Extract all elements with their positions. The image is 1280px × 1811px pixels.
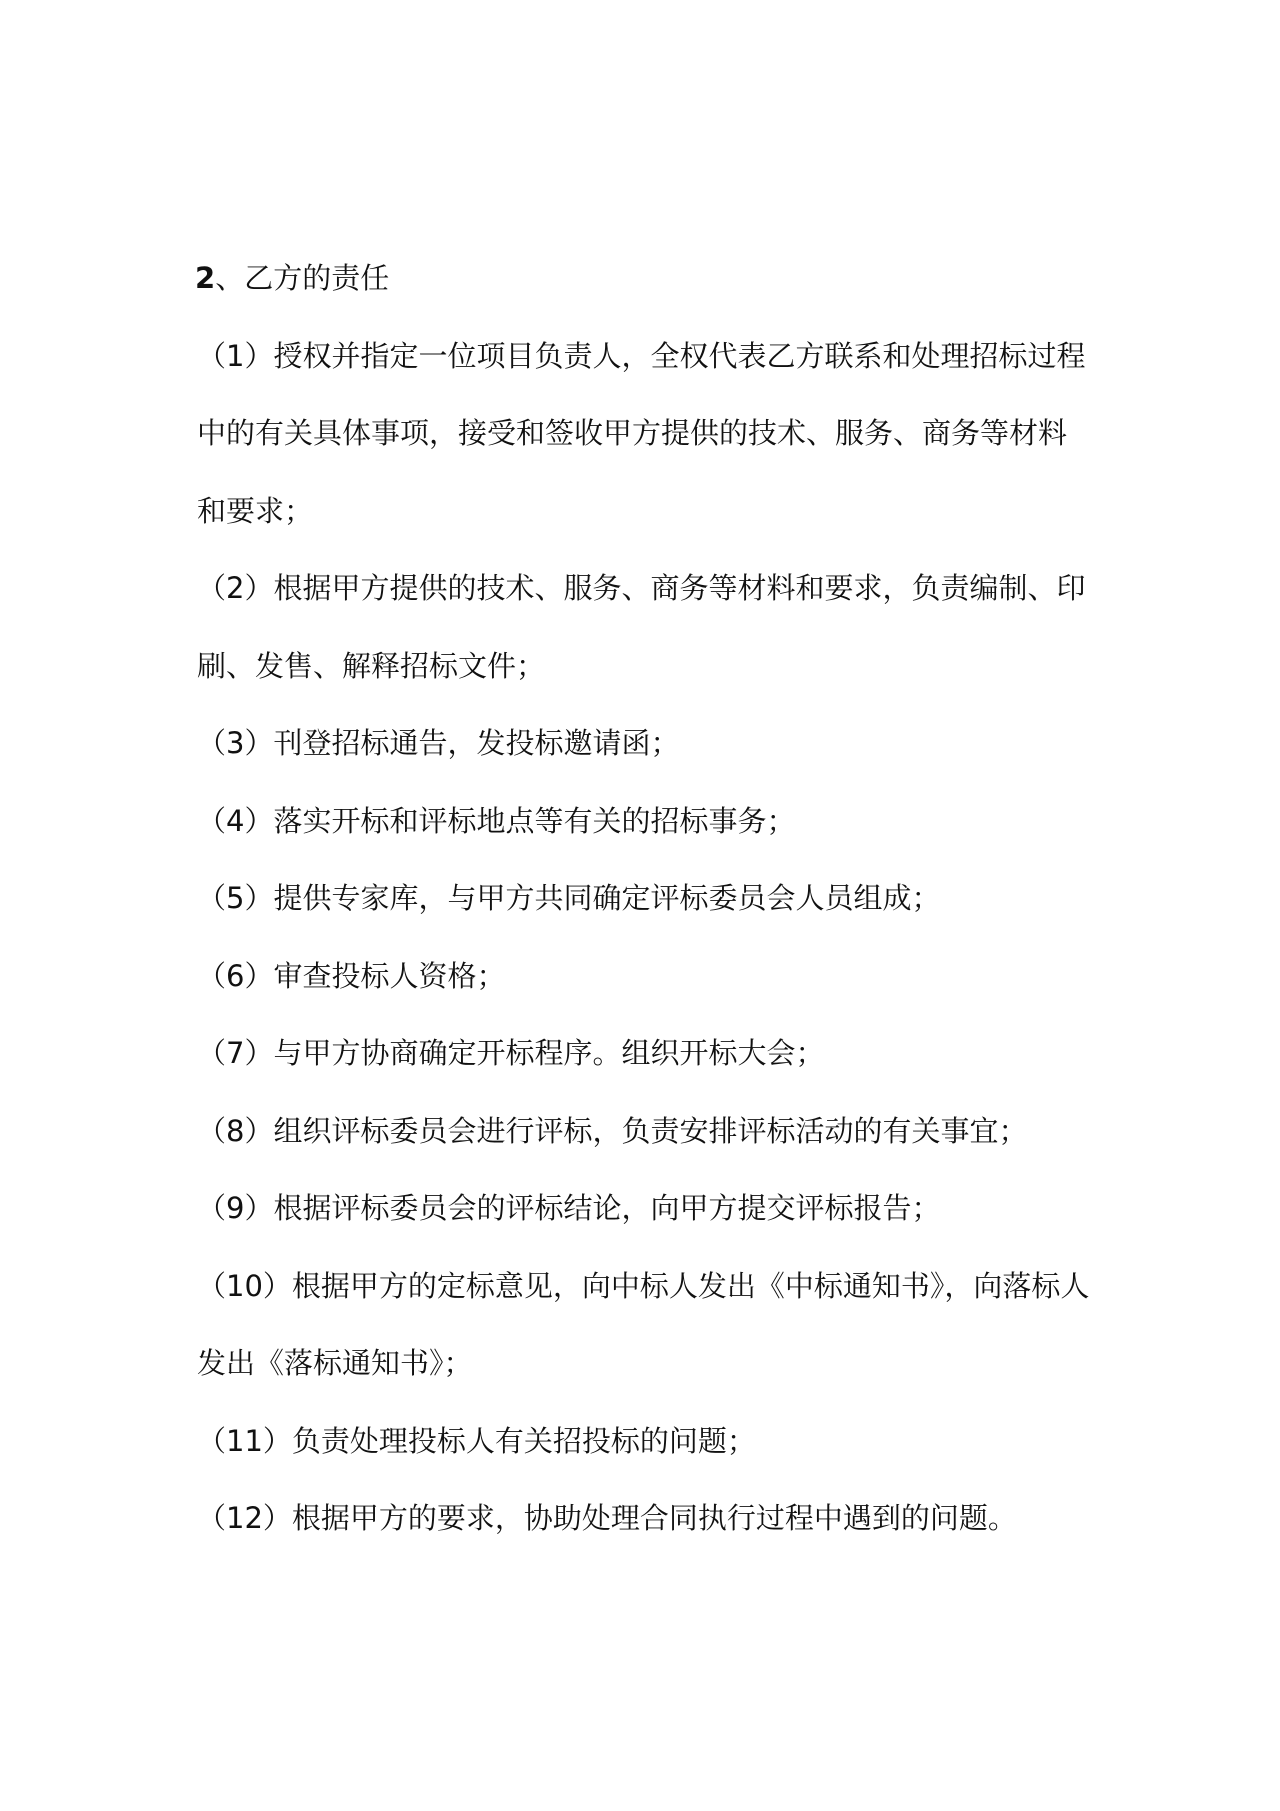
- document-body: [195, 240, 1095, 1558]
- list-item: （7）与甲方协商确定开标程序。组织开标大会；: [197, 1036, 825, 1070]
- list-item: （4）落实开标和评标地点等有关的招标事务；: [197, 803, 796, 838]
- list-item: （12）根据甲方的要求，协助处理合同执行过程中遇到的问题。: [197, 1501, 1017, 1535]
- list-item: （9）根据评标委员会的评标结论，向甲方提交评标报告；: [197, 1191, 941, 1225]
- list-item: （8）组织评标委员会进行评标，负责安排评标活动的有关事宜；: [197, 1113, 1028, 1148]
- section-number: 2: [195, 261, 216, 295]
- list-item: （5）提供专家库，与甲方共同确定评标委员会人员组成；: [197, 881, 941, 915]
- section-title: 乙方的责任: [244, 261, 390, 295]
- section-separator: 、: [215, 261, 245, 295]
- list-item: （11）负责处理投标人有关招投标的问题；: [197, 1423, 756, 1458]
- list-item: （3）刊登招标通告，发投标邀请函；: [197, 726, 680, 760]
- list-item: （6）审查投标人资格；: [197, 958, 506, 993]
- list-item: （10）根据甲方的定标意见，向中标人发出《中标通知书》，向落标人发出《落标通知书》；: [197, 1268, 1090, 1380]
- section-heading: [195, 240, 1095, 318]
- list-item: （2）根据甲方提供的技术、服务、商务等材料和要求，负责编制、印刷、发售、解释招标文件；: [197, 571, 1086, 683]
- list-item: （1）授权并指定一位项目负责人，全权代表乙方联系和处理招标过程中的有关具体事项，接受和签收甲方提供的技术、服务、商务等材料和要求；: [197, 338, 1086, 528]
